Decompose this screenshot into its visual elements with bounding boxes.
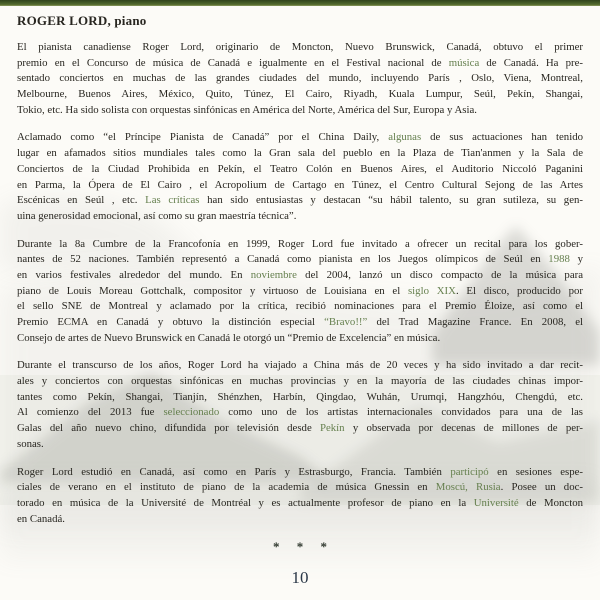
text-line: sentado conciertos en muchas de las grandes ciudades del mundo, incluyendo París , Oslo, Viena, Montreal, (17, 72, 583, 85)
green-tinted-word: Université (473, 496, 519, 509)
text-line: sonas. (17, 437, 44, 450)
text-line: tantes como Pekín, Shangai, Tianjín, Shénzhen, Harbín, Qingdao, Wuhán, Urumqi, Hangzhóu, Chengdú, etc. (17, 390, 583, 403)
text-line: Premio ECMA en Canadá y obtuvo la distinción especial “Bravo!!” del Trad Magazine France. En 2008, el (17, 316, 583, 328)
biography (17, 40, 583, 527)
text-line: Durante el transcurso de los años, Roger Lord ha viajado a China más de 20 veces y ha sido invitado a dar recit- (17, 359, 583, 372)
asterisk-separator: * * * (273, 539, 334, 555)
text-line: en Canadá. (17, 512, 65, 525)
text-line: Galas del año nuevo chino, difundida por televisión desde Pekín y observada por decenas de millones de per- (17, 422, 583, 435)
text-line: Aclamado como “el Príncipe Pianista de Canadá” por el China Daily, algunas de sus actuaciones han tenido (17, 131, 583, 144)
paragraph (17, 465, 583, 528)
green-tinted-word: Pekín (319, 422, 345, 435)
bottom-green-border-bar (0, 591, 600, 600)
text-line: ales y conciertos con orquestas sinfónicas en muchas provincias y en la mayoría de las ciudades chinas impor- (17, 375, 583, 388)
top-green-border-bar (0, 0, 600, 6)
green-tinted-word: “Bravo!!” (324, 316, 368, 328)
text-line: nantes de 52 naciones. También representó a Canadá como pianista en los Juegos olímpicos de Seúl en 1988 y (17, 253, 583, 266)
text-line: Consejo de artes de Nuevo Brunswick en Canadá le otorgó un “Premio de Excelencia” en música. (17, 331, 441, 344)
text-line: Melbourne, Buenos Aires, México, Quito, Túnez, El Cairo, Riyadh, Kuala Lumpur, Seúl, Pekín, Shangai, (17, 88, 583, 101)
green-tinted-word: 1988 (548, 253, 570, 266)
text-line: El pianista canadiense Roger Lord, originario de Moncton, Nuevo Brunswick, Canadá, obtuvo el primer (17, 41, 583, 53)
text-line: ciales de verano en el instituto de piano de la academia de música Gnessin en Moscú, Rusia. Posee un doc- (17, 481, 583, 494)
paragraph (17, 40, 583, 118)
text-line: uina generosidad emocional, así como su gran maestría técnica”. (17, 209, 297, 222)
paragraph (17, 237, 583, 347)
green-tinted-word: seleccionado (163, 406, 220, 419)
green-tinted-word: siglo XIX (407, 284, 456, 297)
green-tinted-word: Moscú, Rusia (435, 481, 501, 494)
text-line: torado en música de la Université de Montréal y es actualmente profesor de piano en la Université de Moncton (17, 496, 583, 509)
text-line: el sello SNE de Montreal y aclamado por la crítica, recibió nominaciones para el Premio Éloize, así como el (17, 300, 583, 313)
page-title: ROGER LORD, piano (17, 13, 147, 28)
text-line: Durante la 8a Cumbre de la Francofonía en 1999, Roger Lord fue invitado a ofrecer un recital para los gober- (17, 237, 583, 250)
text-line: piano de Louis Moreau Gottchalk, compositor y virtuoso de Louisiana en el siglo XIX. El disco, producido por (17, 284, 583, 297)
text-line: Escénicas en Seúl , etc. Las críticas han sido entusiastas y destacan “su hábil talento, su gran sutileza, su gen- (17, 194, 583, 207)
text-line: Al comienzo del 2013 fue seleccionado como uno de los artistas internacionales convidados para una de las (17, 406, 583, 419)
text-line: Tokio, etc. Ha sido solista con orquestas sinfónicas en América del Norte, América del Sur, Europa y Asia. (17, 103, 477, 116)
green-tinted-word: participó (450, 465, 489, 478)
page-number: 10 (291, 568, 309, 588)
text-line: Roger Lord estudió en Canadá, así como en París y Estrasburgo, Francia. También participó en sesiones espe- (17, 465, 583, 478)
text-line: Conciertos de la Ciudad Prohibida en Pekín, el Teatro Colón en Buenos Aires, el Auditorio Niccoló Paganini (17, 162, 583, 175)
green-tinted-word: música (448, 56, 480, 69)
green-tinted-word: algunas (388, 131, 422, 144)
text-line: lugar en afamados sitios mundiales tales como la Gran sala del pueblo en la Plaza de Tian'anmen y la Sala de (17, 147, 583, 160)
text-line: premio en el Concurso de música de Canadá e igualmente en el Festival nacional de música de Canadá. Ha pre- (17, 56, 583, 69)
paragraph (17, 130, 583, 224)
green-tinted-word: noviembre (250, 268, 297, 281)
paragraph (17, 358, 583, 452)
text-line: en varios festivales alrededor del mundo. En noviembre del 2004, lanzó un disco compacto de la música para (17, 268, 583, 281)
text-line: en Parma, la Ópera de El Cairo , el Acropolium de Cartago en Túnez, el Centro Cultural Sejong de las Artes (17, 178, 583, 191)
green-tinted-word: Las críticas (145, 194, 200, 207)
